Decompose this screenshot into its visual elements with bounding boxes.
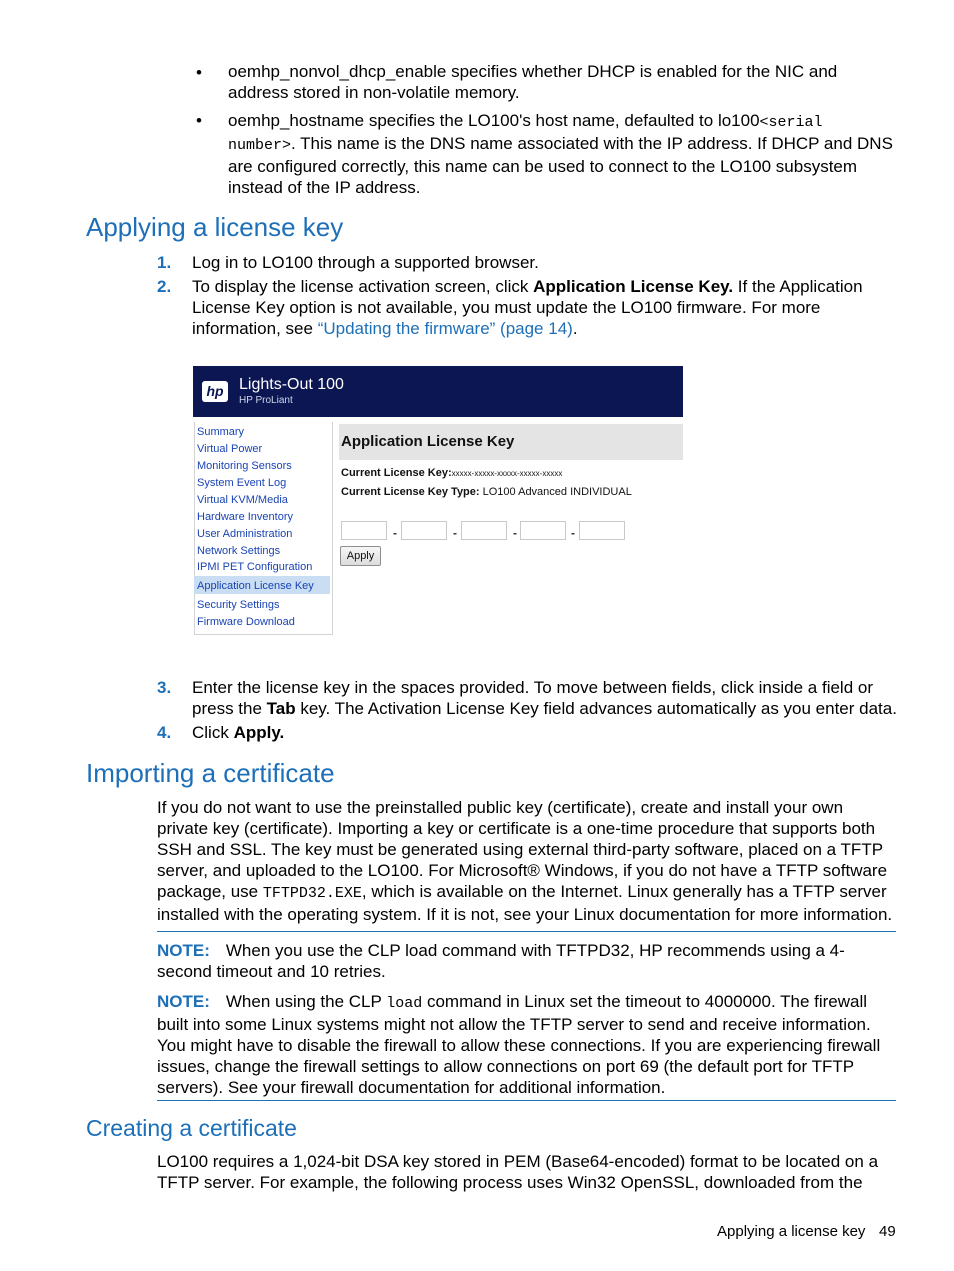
note-bottom-rule xyxy=(157,1100,896,1101)
content-title: Application License Key xyxy=(341,433,515,450)
nav-item-security-settings[interactable]: Security Settings xyxy=(197,599,280,611)
nav-item-ipmi-pet-configuration[interactable]: IPMI PET Configuration xyxy=(197,561,313,573)
footer-section-title: Applying a license key xyxy=(717,1223,866,1240)
nav-item-monitoring-sensors[interactable]: Monitoring Sensors xyxy=(197,460,292,472)
license-key-field-5[interactable] xyxy=(579,521,625,540)
lo100-title: Lights-Out 100 xyxy=(239,376,344,393)
section-heading-applying-license-key: Applying a license key xyxy=(86,212,344,242)
nav-item-system-event-log[interactable]: System Event Log xyxy=(197,477,287,489)
section-heading-creating-certificate: Creating a certificate xyxy=(86,1115,297,1141)
bullet-text: oemhp_nonvol_dhcp_enable specifies whether DHCP is enabled for the NIC and address stored in non-volatile memory. xyxy=(228,62,838,102)
note-2: NOTE: When using the CLP load command in Linux set the timeout to 4000000. The firewall built into some Linux systems might not allow the TFTP server to send and receive information. You might have to disable the firewall to allow these connections. If you are experiencing firewall issues, change the firewall settings to allow connections on port 69 (the default port for TFTP servers). See your firewall documentation for additional information. xyxy=(157,992,881,1097)
inline-code: <serial number> xyxy=(228,114,823,154)
nav-item-virtual-kvm-media[interactable]: Virtual KVM/Media xyxy=(197,494,288,506)
key-separator: - xyxy=(513,526,517,540)
nav-item-hardware-inventory[interactable]: Hardware Inventory xyxy=(197,511,293,523)
key-separator: - xyxy=(393,526,397,540)
nav-item-virtual-power[interactable]: Virtual Power xyxy=(197,443,263,455)
updating-firmware-link[interactable]: “Updating the firmware” (page 14) xyxy=(317,319,573,338)
bullet-dot: • xyxy=(196,63,202,82)
hp-logo-icon: hp xyxy=(202,381,228,402)
current-license-key: Current License Key:xxxxx-xxxxx-xxxxx-xxxxx-xxxxx xyxy=(341,467,563,479)
inline-code: TFTPD32.EXE xyxy=(262,885,362,902)
current-license-key-type: Current License Key Type: LO100 Advanced INDIVIDUAL xyxy=(341,486,632,498)
lo100-header xyxy=(193,366,683,417)
nav-item-user-administration[interactable]: User Administration xyxy=(197,528,293,540)
nav-item-summary[interactable]: Summary xyxy=(197,426,245,438)
section-heading-importing-certificate: Importing a certificate xyxy=(86,758,335,788)
step-number: 2. xyxy=(157,277,172,296)
step-text: To display the license activation screen, click Application License Key. If the Application License Key option is not available, you must update the LO100 firmware. For more information, see “Updating the firmware” (page 14). xyxy=(192,277,863,338)
apply-button[interactable]: Apply xyxy=(340,546,381,566)
license-key-field-1[interactable] xyxy=(341,521,387,540)
note-top-rule xyxy=(157,931,896,932)
inline-code: load xyxy=(386,995,423,1012)
footer-page-number: 49 xyxy=(879,1223,896,1240)
step-text: Click Apply. xyxy=(192,723,285,742)
creating-paragraph: LO100 requires a 1,024-bit DSA key stored in PEM (Base64-encoded) format to be located on a TFTP server. For example, the following process uses Win32 OpenSSL, downloaded from the xyxy=(157,1152,879,1192)
nav-item-firmware-download[interactable]: Firmware Download xyxy=(197,616,295,628)
key-separator: - xyxy=(453,526,457,540)
lights-out-screenshot xyxy=(193,366,683,638)
bullet-text: oemhp_hostname specifies the LO100's host name, defaulted to lo100<serial number>. This name is the DNS name associated with the IP address. If DHCP and DNS are configured correctly, this name can be used to connect to the LO100 subsystem instead of the IP address. xyxy=(228,111,893,197)
license-key-field-3[interactable] xyxy=(461,521,507,540)
lo100-subtitle: HP ProLiant xyxy=(239,395,293,406)
importing-paragraph: If you do not want to use the preinstalled public key (certificate), create and install your own private key (certificate). Importing a key or certificate is a one-time procedure that supports both SSH and SSL. The key must be generated using external third-party software, placed on a TFTP server, and uploaded to the LO100. For Microsoft® Windows, if you do not have a TFTP software package, use TFTPD32.EXE, which is available on the Internet. Linux generally has a TFTP server installed with the operating system. If it is not, see your Linux documentation for more information. xyxy=(157,798,893,924)
nav-item-application-license-key[interactable]: Application License Key xyxy=(197,580,314,592)
note-1: NOTE: When you use the CLP load command with TFTPD32, HP recommends using a 4-second timeout and 10 retries. xyxy=(157,941,845,981)
step-text: Enter the license key in the spaces provided. To move between fields, click inside a field or press the Tab key. The Activation License Key field advances automatically as you enter data. xyxy=(192,678,897,718)
key-separator: - xyxy=(571,526,575,540)
bullet-dot: • xyxy=(196,111,202,130)
license-key-field-4[interactable] xyxy=(520,521,566,540)
license-key-field-2[interactable] xyxy=(401,521,447,540)
step-number: 4. xyxy=(157,723,172,742)
step-number: 3. xyxy=(157,678,172,697)
step-number: 1. xyxy=(157,253,172,272)
step-text: Log in to LO100 through a supported browser. xyxy=(192,253,539,272)
nav-item-network-settings[interactable]: Network Settings xyxy=(197,545,281,557)
